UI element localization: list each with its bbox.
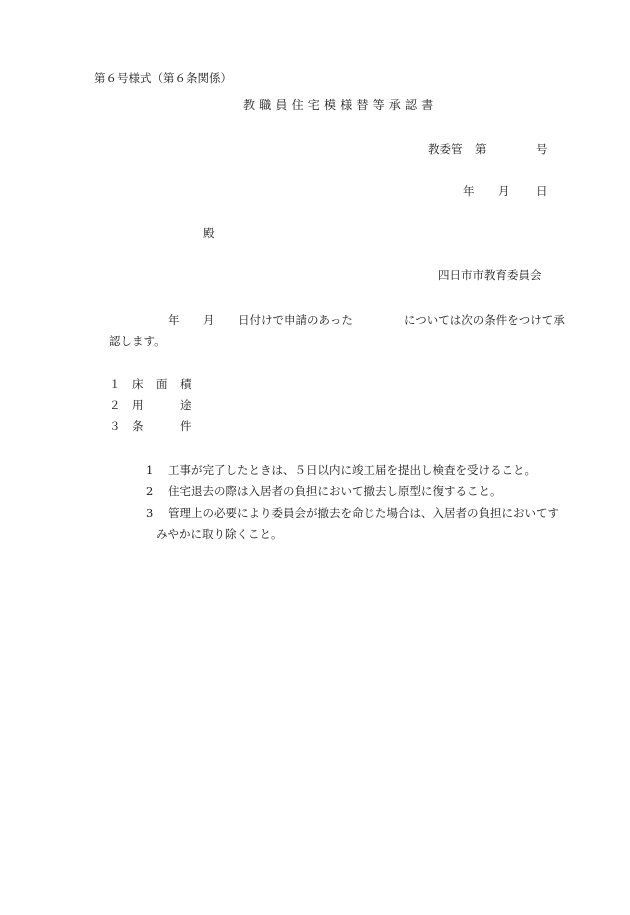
condition-number: 1 — [146, 463, 154, 477]
document-title: 教職員住宅模様替等承認書 — [243, 98, 438, 112]
date-day: 日 — [536, 184, 548, 198]
date-month: 月 — [498, 184, 510, 198]
condition-number: 3 — [146, 506, 154, 520]
body-month: 月 — [203, 313, 215, 327]
item-number: ２ — [109, 398, 121, 412]
item-number: ３ — [109, 419, 121, 433]
condition-text: 管理上の必要により委員会が撤去を命じた場合は、入居者の負担においてす — [168, 506, 559, 520]
issuer-name: 四日市市教育委員会 — [438, 268, 542, 282]
item-label-char: 積 — [180, 377, 192, 391]
item-label-char: 床 — [132, 377, 144, 391]
body-year: 年 — [168, 313, 180, 327]
condition-number: 2 — [146, 484, 154, 498]
addressee-honorific: 殿 — [203, 226, 215, 240]
item-label-char: 途 — [180, 398, 192, 412]
condition-text: 工事が完了したときは、５日以内に竣工届を提出し検査を受けること。 — [168, 463, 536, 477]
item-label-char: 用 — [132, 398, 144, 412]
condition-text-continued: みやかに取り除くこと。 — [156, 527, 283, 541]
doc-number-dai: 第 — [475, 142, 487, 156]
body-mid: 日付けで申請のあった — [238, 313, 353, 327]
body-line2: 認します。 — [109, 334, 166, 348]
item-label-char: 件 — [180, 419, 192, 433]
body-tail: については次の条件をつけて承 — [404, 313, 565, 327]
date-year: 年 — [463, 184, 475, 198]
doc-number-prefix: 教委管 — [428, 142, 463, 156]
item-label-char: 条 — [132, 419, 144, 433]
item-label-char: 面 — [156, 377, 168, 391]
form-label: 第６号様式（第６条関係） — [94, 71, 232, 85]
item-number: １ — [109, 377, 121, 391]
condition-text: 住宅退去の際は入居者の負担において撤去し原型に復すること。 — [168, 484, 502, 498]
doc-number-go: 号 — [536, 142, 548, 156]
